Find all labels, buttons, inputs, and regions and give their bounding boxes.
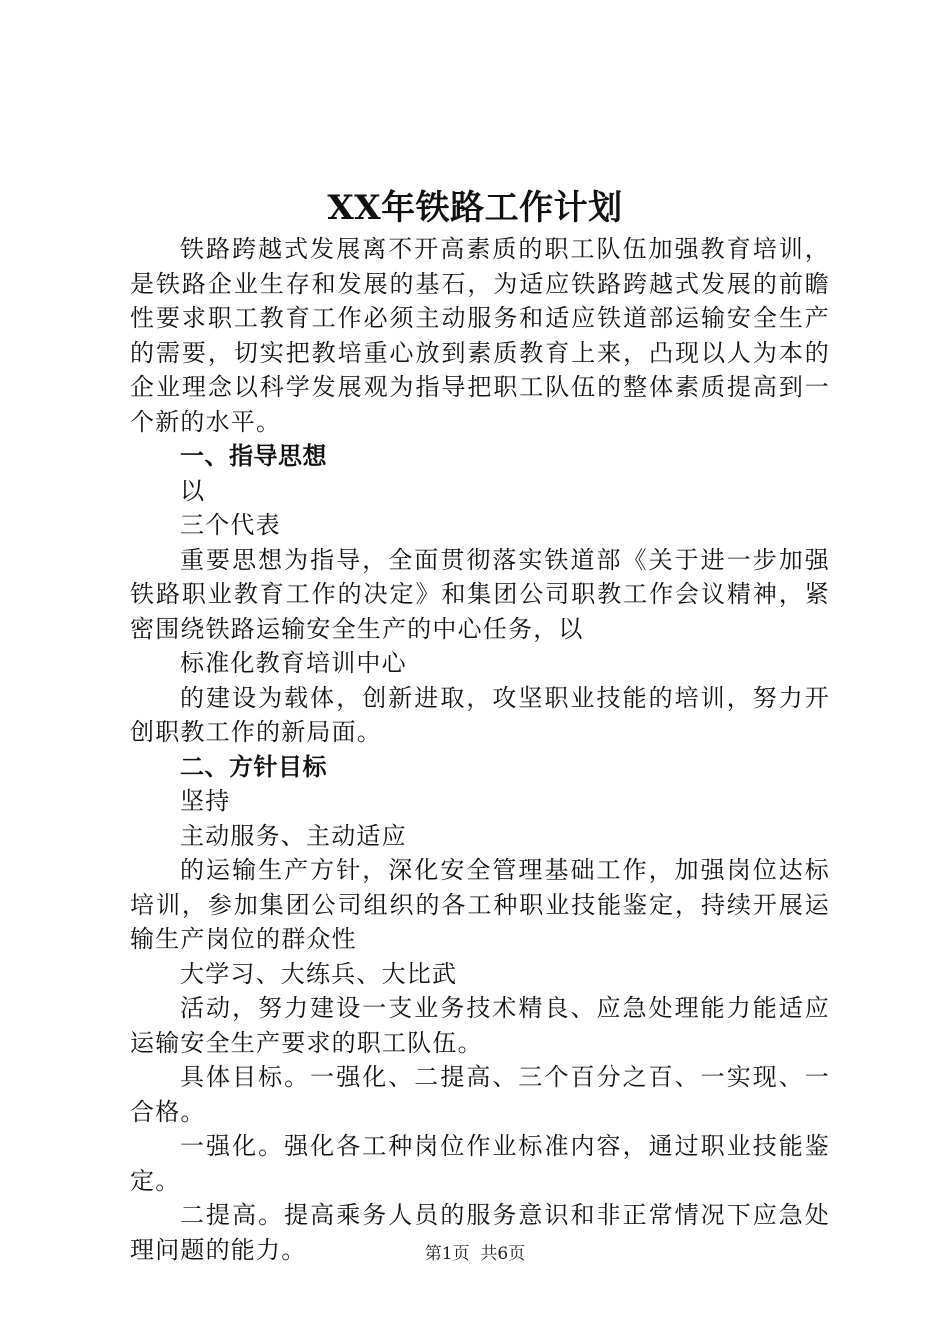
page-total: 共6页 xyxy=(480,1244,526,1264)
section-heading-guiding-ideology: 一、指导思想 xyxy=(180,442,327,470)
body-paragraph: 活动，努力建设一支业务技术精良、应急处理能力能适应运输安全生产要求的职工队伍。 xyxy=(130,994,830,1057)
document-body xyxy=(130,232,830,1267)
body-paragraph: 的建设为载体，创新进取，攻坚职业技能的培训，努力开创职教工作的新局面。 xyxy=(130,683,830,746)
body-paragraph: 二提高。提高乘务人员的服务意识和非正常情况下应急处理问题的能力。 xyxy=(130,1201,830,1264)
text-line: 坚持 xyxy=(180,787,231,815)
text-line: 标准化教育培训中心 xyxy=(180,649,407,677)
page-footer xyxy=(0,1242,950,1266)
section-heading-policy-goals: 二、方针目标 xyxy=(180,752,327,781)
text-line: 以 xyxy=(180,476,206,505)
text-line: 大学习、大练兵、大比武 xyxy=(180,959,458,988)
page-number: 第1页 xyxy=(424,1244,470,1264)
text-line: 主动服务、主动适应 xyxy=(180,821,407,850)
body-paragraph: 具体目标。一强化、二提高、三个百分之百、一实现、一合格。 xyxy=(130,1063,830,1126)
text-line: 三个代表 xyxy=(180,511,281,539)
document-title: XX年铁路工作计划 xyxy=(327,188,623,228)
body-paragraph: 的运输生产方针，深化安全管理基础工作，加强岗位达标培训，参加集团公司组织的各工种职业技能鉴定，持续开展运输生产岗位的群众性 xyxy=(130,856,830,953)
body-paragraph: 重要思想为指导，全面贯彻落实铁道部《关于进一步加强铁路职业教育工作的决定》和集团公司职教工作会议精神，紧密围绕铁路运输安全生产的中心任务，以 xyxy=(130,545,830,643)
body-paragraph: 一强化。强化各工种岗位作业标准内容，通过职业技能鉴定。 xyxy=(130,1132,830,1195)
intro-paragraph: 铁路跨越式发展离不开高素质的职工队伍加强教育培训，是铁路企业生存和发展的基石，为适应铁路跨越式发展的前瞻性要求职工教育工作必须主动服务和适应铁道部运输安全生产的需要，切实把教培重心放到素质教育上来，凸现以人为本的企业理念以科学发展观为指导把职工队伍的整体素质提高到一个新的水平。 xyxy=(130,235,830,436)
